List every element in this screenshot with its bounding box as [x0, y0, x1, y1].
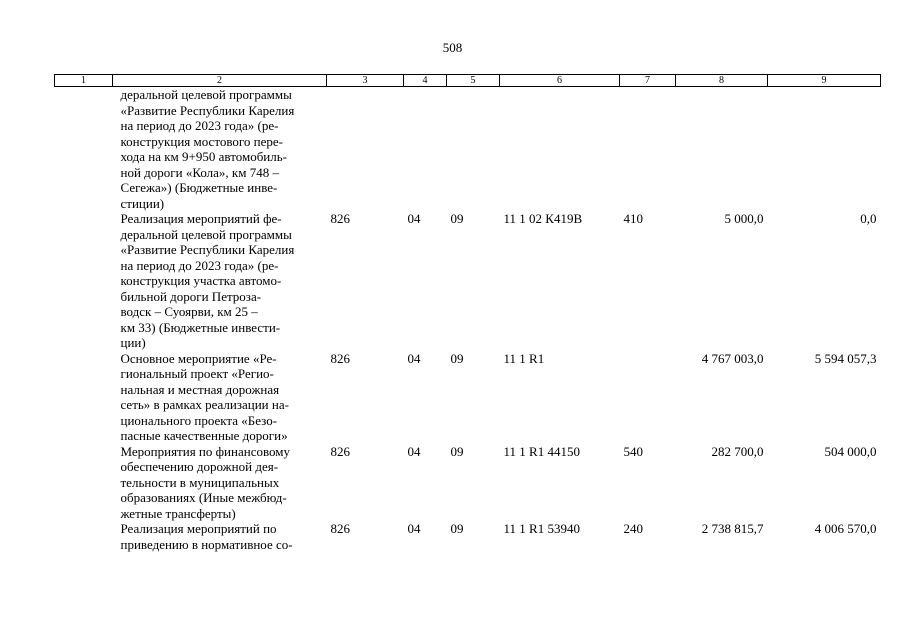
table-row	[55, 521, 881, 552]
item-name-line: деральной целевой программы	[120, 87, 292, 102]
section-code-cell	[404, 87, 447, 212]
expense-type-cell	[620, 87, 676, 212]
amount-col9-cell	[768, 87, 881, 212]
row-number-cell	[55, 521, 113, 552]
row-number-cell	[55, 351, 113, 444]
row-number-cell	[55, 87, 113, 212]
item-name-cell	[113, 211, 327, 351]
item-name-line: Сегежа») (Бюджетные инве-	[120, 180, 278, 195]
column-header: 7	[620, 75, 676, 87]
item-name-line: на период до 2023 года» (ре-	[120, 257, 279, 273]
admin-code-cell: 826	[330, 211, 350, 226]
item-name-line: жетные трансферты)	[120, 505, 236, 521]
item-name-line: гиональный проект «Регио-	[120, 366, 274, 381]
item-name-line: пасные качественные дороги»	[120, 428, 288, 443]
table-row	[55, 87, 881, 212]
column-header: 9	[768, 75, 881, 87]
amount-col8-cell: 282 700,0	[711, 443, 764, 459]
item-name-line: образованиях (Иные межбюд-	[120, 490, 287, 505]
item-name-line: деральной целевой программы	[120, 226, 292, 242]
admin-code-cell: 826	[330, 350, 350, 366]
item-name-line: «Развитие Республики Карелия	[120, 242, 295, 257]
section-code-cell: 04	[407, 350, 421, 366]
item-name-line: водск – Суоярви, км 25 –	[120, 304, 258, 319]
table-row	[55, 444, 881, 522]
admin-code-cell	[327, 87, 404, 212]
item-name-cell	[113, 444, 327, 522]
item-name-line: ционального проекта «Безо-	[120, 412, 278, 428]
target-article-cell: 11 1 R1	[503, 350, 545, 366]
item-name-line: бильной дороги Петроза-	[120, 288, 262, 304]
item-name-line: «Развитие Республики Карелия	[120, 102, 295, 118]
amount-col9-cell: 4 006 570,0	[814, 521, 877, 536]
target-article-cell: 11 1 R1 53940	[503, 521, 580, 536]
column-header: 6	[500, 75, 620, 87]
item-name-line: Мероприятия по финансовому	[120, 443, 290, 459]
item-name-cell	[113, 87, 327, 212]
page-number: 508	[442, 40, 463, 55]
amount-col8-cell: 4 767 003,0	[701, 350, 764, 366]
target-article-cell: 11 1 R1 44150	[503, 443, 580, 459]
item-name-line: обеспечению дорожной дея-	[120, 459, 279, 474]
table-row	[55, 211, 881, 351]
row-number-cell	[55, 211, 113, 351]
section-code-cell: 04	[407, 443, 421, 459]
subsection-code-cell: 09	[450, 521, 464, 536]
target-article-cell: 11 1 02 К419В	[503, 211, 583, 226]
column-header: 8	[676, 75, 768, 87]
expense-type-cell: 540	[623, 443, 643, 459]
item-name-cell	[113, 521, 327, 552]
item-name-line: конструкция мостового пере-	[120, 133, 283, 149]
item-name-line: хода на км 9+950 автомобиль-	[120, 149, 288, 164]
subsection-code-cell	[447, 87, 500, 212]
expense-type-cell: 410	[623, 211, 643, 226]
item-name-line: конструкция участка автомо-	[120, 273, 282, 288]
item-name-line: приведению в нормативное со-	[120, 536, 293, 552]
column-header: 1	[55, 75, 113, 87]
amount-col9-cell: 0,0	[860, 211, 877, 226]
subsection-code-cell: 09	[450, 443, 464, 459]
amount-col9-cell: 5 594 057,3	[814, 350, 877, 366]
item-name-cell	[113, 351, 327, 444]
item-name-line: тельности в муниципальных	[120, 474, 280, 490]
expense-type-cell: 240	[623, 521, 643, 536]
subsection-code-cell: 09	[450, 350, 464, 366]
item-name-line: Реализация мероприятий по	[120, 521, 277, 536]
amount-col8-cell: 2 738 815,7	[701, 521, 764, 536]
column-header: 3	[327, 75, 404, 87]
item-name-line: на период до 2023 года» (ре-	[120, 118, 279, 133]
item-name-line: нальная и местная дорожная	[120, 381, 280, 397]
target-article-cell	[500, 87, 620, 212]
section-code-cell: 04	[407, 211, 421, 226]
table-row	[55, 351, 881, 444]
budget-table	[54, 74, 881, 552]
admin-code-cell: 826	[330, 443, 350, 459]
column-header: 2	[113, 75, 327, 87]
amount-col9-cell: 504 000,0	[824, 443, 877, 459]
column-number-header-row	[55, 75, 881, 87]
item-name-line: ной дороги «Кола», км 748 –	[120, 164, 279, 180]
item-name-line: Основное мероприятие «Ре-	[120, 350, 277, 366]
expense-type-cell	[620, 351, 676, 444]
item-name-line: Реализация мероприятий фе-	[120, 211, 282, 226]
column-header: 5	[447, 75, 500, 87]
amount-col8-cell	[676, 87, 768, 212]
row-number-cell	[55, 444, 113, 522]
item-name-line: стиции)	[120, 195, 165, 211]
item-name-line: км 33) (Бюджетные инвести-	[120, 319, 281, 335]
section-code-cell: 04	[407, 521, 421, 536]
item-name-line: сеть» в рамках реализации на-	[120, 397, 289, 412]
subsection-code-cell: 09	[450, 211, 464, 226]
column-header: 4	[404, 75, 447, 87]
amount-col8-cell: 5 000,0	[724, 211, 764, 226]
item-name-line: ции)	[120, 335, 146, 350]
admin-code-cell: 826	[330, 521, 350, 536]
